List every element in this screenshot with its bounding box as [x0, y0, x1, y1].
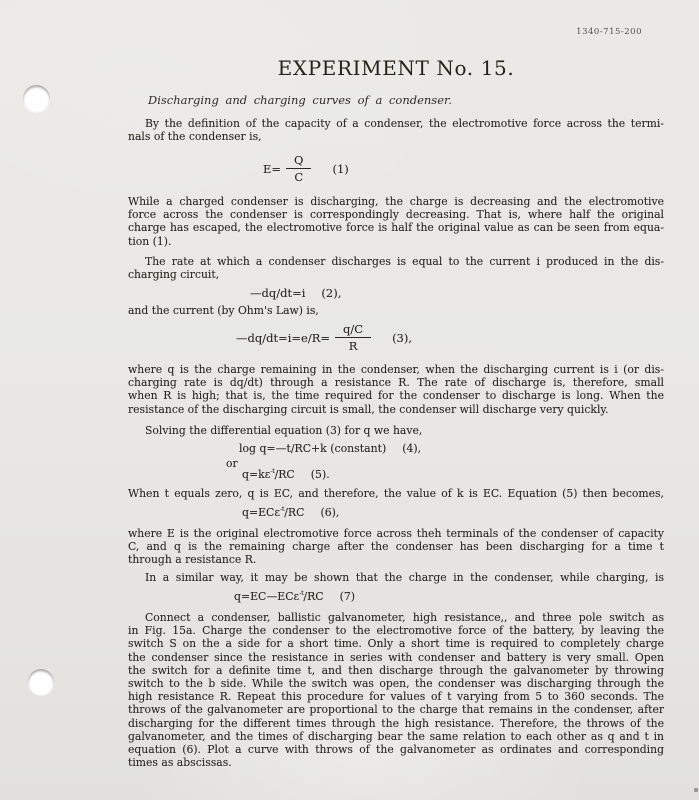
text-line: in Fig. 15a. Charge the condenser to the electromotive force of the battery, by leaving the [128, 624, 664, 638]
text-line: When t equals zero, q is EC, and therefore, the value of k is EC. Equation (5) then becomes, [128, 487, 664, 500]
equation-2 [250, 286, 341, 300]
equation-base: q=kε [242, 468, 271, 481]
text-line: tion (1). [128, 234, 172, 248]
text-line: charging rate is dq/dt) through a resistance R. The rate of discharge is, therefore, small [128, 376, 664, 390]
equation-rest: /RC [303, 590, 324, 603]
text-line: when R is high; that is, the time required for the condenser to discharge is long. When the [128, 389, 664, 403]
fraction-numerator: Q [286, 154, 311, 169]
equation-number: (4), [402, 442, 422, 455]
paragraph-solving [128, 424, 664, 437]
exponent: -t [299, 589, 304, 597]
text-line: C, and q is the remaining charge after the condenser has been discharging for a time t [128, 540, 664, 554]
text-line: times as abscissas. [128, 756, 232, 770]
paragraph-emf-capacity [128, 527, 664, 567]
paragraph-ohms-law [128, 304, 664, 317]
equation-number: (6), [320, 506, 340, 519]
paragraph-capacity-definition [128, 117, 664, 143]
text-line: The rate at which a condenser discharges is equal to the current i produced in the dis- [145, 255, 664, 268]
equation-lhs: E= [263, 161, 282, 176]
text-line: Connect a condenser, ballistic galvanometer, high resistance,, and three pole switch as [145, 611, 664, 624]
text-line: the condenser since the resistance in series with condenser and battery is very small. Open [128, 650, 664, 664]
text-line: discharging for the different times through the high resistance. Therefore, the throws of the [128, 716, 664, 730]
equation-body: log q=—t/RC+k (constant) [239, 442, 387, 455]
equation-number: (7) [339, 590, 356, 603]
exponent: -t [270, 467, 275, 475]
equation-number: (3), [392, 330, 413, 345]
text-line: galvanometer, and the times of discharging bear the same relation to each other as q and t in [128, 729, 664, 743]
fraction [286, 154, 311, 183]
text-line: switch S on the a side for a short time. Only a short time is required to completely charge [128, 637, 664, 651]
hole-punch-top [23, 85, 50, 112]
text-line: high resistance R. Repeat this procedure for values of t varying from 5 to 360 seconds. The [128, 690, 664, 704]
paragraph-k-value [128, 487, 664, 500]
equation-4 [239, 442, 421, 455]
paragraph-discharging [128, 195, 664, 248]
doc-number: 1340-715-200 [576, 27, 642, 37]
text-line: through a resistance R. [128, 553, 257, 567]
fraction-numerator: q/C [335, 323, 371, 338]
paragraph-procedure [128, 611, 664, 769]
text-line: resistance of the discharging circuit is small, the condenser will discharge very quickly. [128, 402, 609, 416]
equation-rest: /RC [274, 468, 295, 481]
text-line: charging circuit, [128, 268, 220, 282]
text-line: nals of the condenser is, [128, 130, 262, 144]
equation-base: q=EC—ECε [234, 590, 300, 603]
text-line: By the definition of the capacity of a condenser, the electromotive force across the termi- [145, 117, 664, 130]
equation-number: (5). [310, 468, 330, 481]
text-line: the switch for a definite time t, and then discharge through the galvanometer by throwing [128, 663, 664, 677]
text-line: switch to the b side. While the switch was open, the condenser was discharging through the [128, 676, 664, 690]
equation-6 [242, 506, 339, 519]
text-line: In a similar way, it may be shown that the charge in the condenser, while charging, is [145, 571, 664, 584]
equation-body: —dq/dt=i [250, 286, 306, 300]
equation-rest: /RC [284, 506, 305, 519]
equation-lhs: —dq/dt=i=e/R= [236, 330, 331, 345]
paragraph-charging [128, 571, 664, 584]
fraction-denominator: C [294, 170, 304, 184]
paragraph-charge-remaining [128, 363, 664, 416]
equation-base: q=ECε [242, 506, 281, 519]
hole-punch-bottom [28, 669, 54, 695]
text-line: where E is the original electromotive force across theh terminals of the condenser of capacity [128, 527, 664, 540]
fraction-denominator: R [348, 339, 358, 353]
equation-1 [263, 154, 349, 183]
equation-5 [242, 468, 330, 481]
text-line: where q is the charge remaining in the condenser, when the discharging current is i (or dis- [128, 363, 664, 376]
page-title: EXPERIMENT No. 15. [277, 56, 515, 80]
text-line: and the current (by Ohm's Law) is, [128, 304, 319, 317]
fraction [335, 323, 371, 352]
equation-3 [236, 323, 412, 352]
or-connector: or [226, 457, 238, 470]
text-line: throws of the galvanometer are proportional to the charge that remains in the condenser, after [128, 703, 664, 717]
text-line: While a charged condenser is discharging, the charge is decreasing and the electromotive [128, 195, 664, 208]
experiment-subtitle: Discharging and charging curves of a condenser. [148, 93, 452, 107]
text-line: Solving the differential equation (3) for q we have, [145, 424, 423, 437]
equation-number: (1) [332, 161, 349, 176]
paragraph-rate-of-discharge [128, 255, 664, 281]
text-line: equation (6). Plot a curve with throws of the galvanometer as ordinates and corresponding [128, 742, 664, 756]
exponent: -t [280, 505, 285, 513]
paper-speck [694, 788, 698, 792]
text-line: charge has escaped, the electromotive force is half the original value as can be seen from equa- [128, 221, 664, 235]
equation-7 [234, 590, 355, 603]
equation-number: (2), [321, 286, 342, 300]
text-line: force across the condenser is correspondingly decreasing. That is, where half the original [128, 208, 664, 222]
